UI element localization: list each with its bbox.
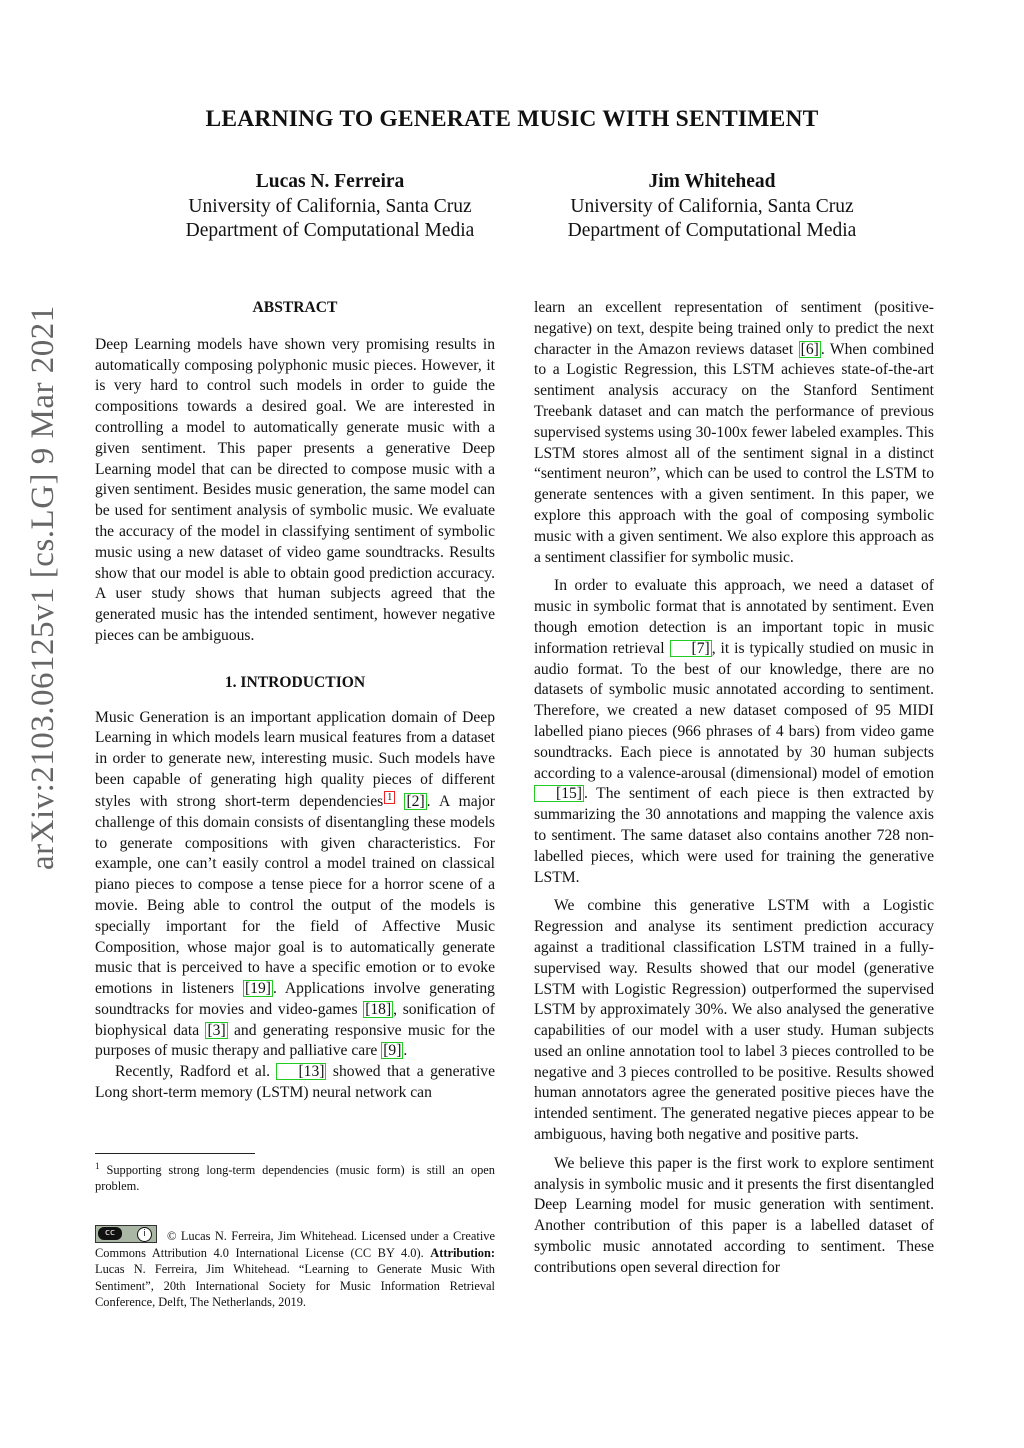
- author-department: Department of Computational Media: [567, 220, 857, 241]
- intro-heading: 1. INTRODUCTION: [224, 673, 366, 691]
- right-column: [534, 298, 934, 1279]
- citation-link-3[interactable]: [3]: [207, 1021, 226, 1039]
- intro-paragraph-1: Music Generation is an important application domain of Deep Learning in which models learn musical features from a dataset in order to generate new, interesting music. Such models have been capable of generating high quality pieces of different styles with strong short-term dependencies 1 [2] . A major challenge of this domain consists of disentangling these models to generate compositions with given characteristics. For example, one can’t easily control a model trained on classical piano pieces to compose a tense piece for a horror scene of a movie. Being able to control the output of the models is specially important for the field of Affective Music Composition, whose major goal is to automatically generate music that is perceived to have a specific emotion or to evoke emotions in listeners [19] . Applications involve generating soundtracks for movies and video-games [18] , sonification of biophysical data [3] and generating responsive music for the purposes of music therapy and palliative care [9] .: [95, 708, 495, 1060]
- cc-by-icon: cc i: [95, 1225, 157, 1243]
- abstract-text: Deep Learning models have shown very promising results in automatically composing polyphonic music pieces. However, it is very hard to control such models in order to guide the compositions towards a desired goal. We are interested in controlling a model to automatically generate music with a given sentiment. This paper presents a generative Deep Learning model that can be directed to compose music with a given sentiment. Besides music generation, the same model can be used for sentiment analysis of symbolic music. We evaluate the accuracy of the model in classifying sentiment of symbolic music using a new dataset of video game soundtracks. Results show that our model is able to obtain good prediction accuracy. A user study shows that human subjects agreed that the generated music has the intended sentiment, however negative pieces can be ambiguous.: [95, 335, 495, 644]
- citation-link-9[interactable]: [9]: [383, 1042, 402, 1060]
- paper-title: LEARNING TO GENERATE MUSIC WITH SENTIMENT: [205, 106, 819, 132]
- abstract-heading: ABSTRACT: [252, 299, 338, 316]
- citation-link-2[interactable]: [2]: [406, 792, 425, 810]
- intro-paragraph-3: learn an excellent representation of sentiment (positive-negative) on text, despite being trained only to predict the next character in the Amazon reviews dataset [6] . When combined to a Logistic Regression, this LSTM achieves state-of-the-art sentiment analysis accuracy on the Stanford Sentiment Treebank dataset and can match the performance of previous supervised systems using 30-100x fewer labeled examples. This LSTM stores almost all of the sentiment signal in a distinct “sentiment neuron”, which can be used to control the LSTM to generate sentences with a given sentiment. In this paper, we explore this approach with the goal of composing symbolic music with a given sentiment. We also explore this approach as a sentiment classifier for symbolic music.: [534, 299, 935, 566]
- license-notice: cc i © Lucas N. Ferreira, Jim Whitehead. Licensed under a Creative Commons Attribution 4.0 International License (CC BY 4.0). Attribution: Lucas N. Ferreira, Jim Whitehead. “Learning to Generate Music With Sentiment”, 20th International Society for Music Information Retrieval Conference, Delft, The Netherlands, 2019.: [95, 1225, 495, 1311]
- intro-paragraph-6: We believe this paper is the first work to explore sentiment analysis in symbolic music and it presents the first disentangled Deep Learning model for music generation with sentiment. Another contribution of this paper is a labelled dataset of symbolic music annotated according to sentiment. These contributions open several direction for: [534, 1154, 934, 1276]
- intro-paragraph-5: We combine this generative LSTM with a Logistic Regression and analyse its sentiment prediction accuracy against a traditional classification LSTM trained in a fully-supervised way. Results showed that our model (generative LSTM with Logistic Regression) outperformed the supervised LSTM by approximately 30%. We also analysed the generative capabilities of our model with a user study. Human subjects used an online annotation tool to label 3 pieces controlled to be negative and 3 pieces controlled to be positive. Results showed human annotators agree the generated positive pieces have the intended sentiment. The generated negative pieces appear to be ambiguous, having both negative and positive parts.: [534, 897, 934, 1144]
- author-block-1: [150, 170, 510, 244]
- author-affiliation: University of California, Santa Cruz: [570, 195, 854, 217]
- citation-link-7[interactable]: [7]: [670, 640, 712, 657]
- footnote-rule: [95, 1153, 255, 1154]
- citation-link-6[interactable]: [6]: [800, 340, 819, 358]
- left-column: [95, 298, 495, 1104]
- author-affiliation: University of California, Santa Cruz: [188, 195, 472, 217]
- arxiv-identifier: arXiv:2103.06125v1 [cs.LG] 9 Mar 2021: [25, 305, 61, 870]
- author-name: Lucas N. Ferreira: [255, 171, 405, 192]
- citation-link-19[interactable]: [19]: [244, 980, 271, 998]
- author-name: Jim Whitehead: [648, 171, 776, 192]
- author-block-2: [532, 170, 892, 244]
- citation-link-18[interactable]: [18]: [365, 1000, 392, 1018]
- footnote: $^1$ Supporting strong long-term dependencies (music form) is still an open problem.: [95, 1161, 495, 1194]
- author-department: Department of Computational Media: [185, 220, 475, 241]
- citation-link-15[interactable]: [15]: [534, 785, 584, 802]
- intro-paragraph-4: In order to evaluate this approach, we need a dataset of music in symbolic format that is annotated by sentiment. Even though emotion detection is an important topic in music information retrieval [7] , it is typically studied on music in audio format. To the best of our knowledge, there are no datasets of symbolic music annotated according to sentiment. Therefore, we created a new dataset composed of 95 MIDI labelled piano pieces (966 phrases of 4 bars) from video game soundtracks. Each piece is annotated by 30 human subjects according to a valence-arousal (dimensional) model of emotion [15] . The sentiment of each piece is then extracted by summarizing the 30 annotations and mapping the valence axis to sentiment. The same dataset also contains another 728 non-labelled pieces, which were used for training the generative LSTM.: [534, 577, 934, 886]
- citation-link-13[interactable]: [13]: [276, 1063, 326, 1080]
- footnote-link-1[interactable]: 1: [384, 791, 395, 804]
- intro-paragraph-2: Recently, Radford et al. [13] showed that a generative Long short-term memory (LSTM) neural network can: [95, 1063, 496, 1102]
